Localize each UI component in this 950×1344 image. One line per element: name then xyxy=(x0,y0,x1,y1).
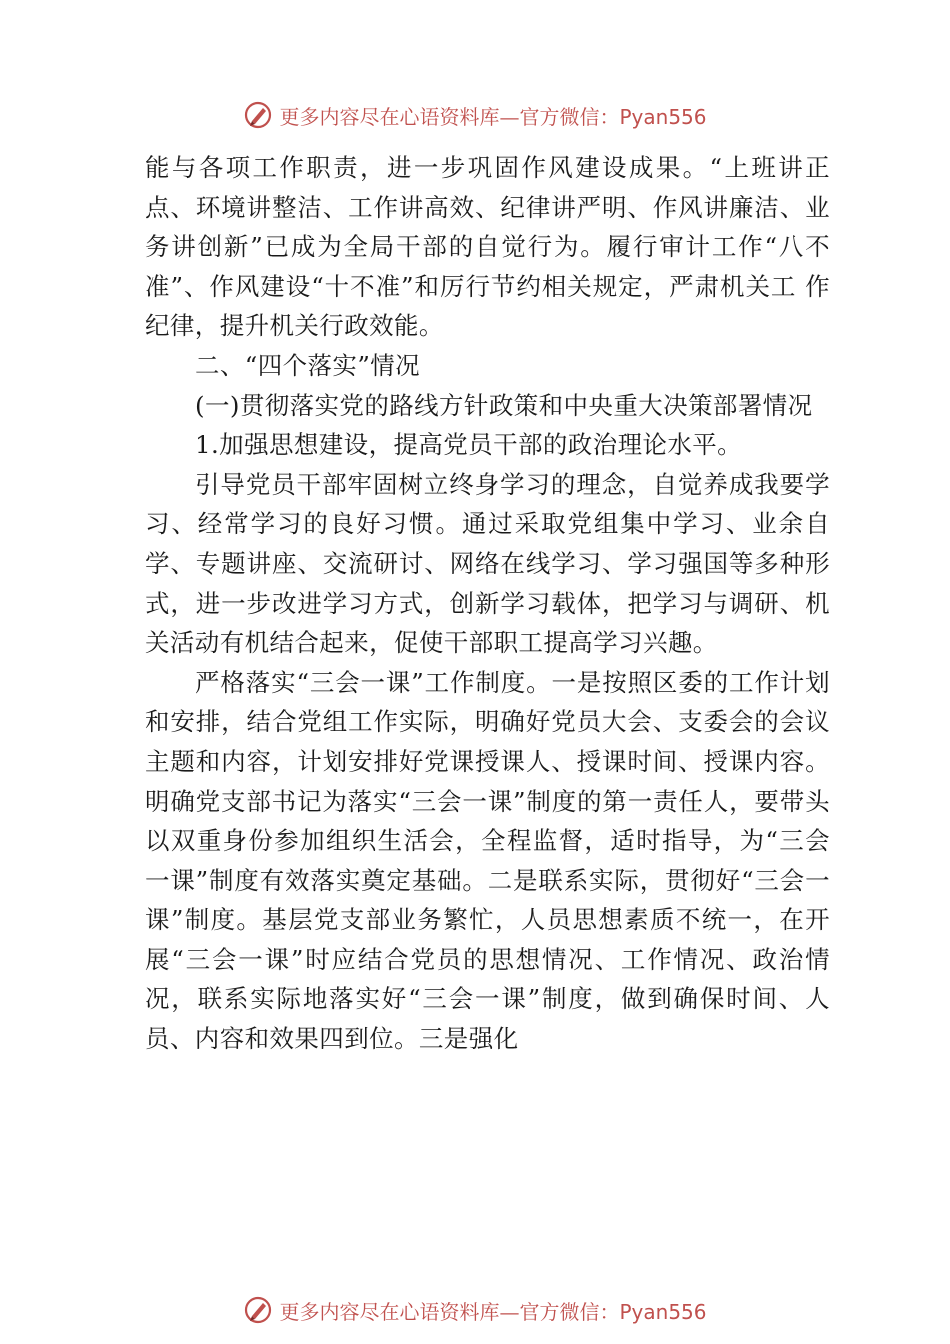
watermark-wechat-label: 官方微信： xyxy=(519,104,620,129)
item-heading: 1.加强思想建设，提高党员干部的政治理论水平。 xyxy=(195,430,743,460)
paragraph-study: 引导党员干部牢固树立终身学习的理念，自觉养成我要学习、经常学习的良好习惯。通过采取党组集中学习、业余自学、专题讲座、交流研讨、网络在线学习、学习强国等多种形式，进一步改进学习方式，创新学习载体，把学习与调研、机关活动有机结合起来，促使干部职工提高学习兴趣。 xyxy=(145,469,830,658)
watermark-wechat-id: Pyan556 xyxy=(619,1299,707,1324)
section-heading: 二、“四个落实”情况 xyxy=(195,350,421,380)
subsection-heading: (一)贯彻落实党的路线方针政策和中央重大决策部署情况 xyxy=(195,390,813,420)
watermark-main-text: 更多内容尽在心语资料库 xyxy=(279,104,500,129)
watermark-text xyxy=(279,101,706,130)
watermark-dash: — xyxy=(499,1299,520,1324)
watermark-wechat-id: Pyan556 xyxy=(619,104,707,129)
pen-logo-icon xyxy=(243,100,273,130)
header-watermark-banner xyxy=(0,95,950,135)
watermark-text xyxy=(279,1296,706,1325)
paragraph-three-meetings: 严格落实“三会一课”工作制度。一是按照区委的工作计划和安排，结合党组工作实际，明确好党员大会、支委会的会议主题和内容，计划安排好党课授课人、授课时间、授课内容。明确党支部书记为落实“三会一课”制度的第一责任人，要带头以双重身份参加组织生活会，全程监督，适时指导，为“三会一课”制度有效落实奠定基础。二是联系实际，贯彻好“三会一课”制度。基层党支部业务繁忙，人员思想素质不统一，在开展“三会一课”时应结合党员的思想情况、工作情况、政治情况，联系实际地落实好“三会一课”制度，做到确保时间、人员、内容和效果四到位。三是强化 xyxy=(145,667,830,1054)
watermark-dash: — xyxy=(499,104,520,129)
pen-logo-icon xyxy=(243,1295,273,1325)
watermark-wechat-label: 官方微信： xyxy=(519,1299,620,1324)
paragraph-continuation: 能与各项工作职责，进一步巩固作风建设成果。“上班讲正点、环境讲整洁、工作讲高效、纪律讲严明、作风讲廉洁、业务讲创新”已成为全局干部的自觉行为。履行审计工作“八不准”、作风建设“十不准”和厉行节约相关规定，严肃机关工 作纪律，提升机关行政效能。 xyxy=(145,153,830,341)
document-body xyxy=(145,148,830,1059)
watermark-main-text: 更多内容尽在心语资料库 xyxy=(279,1299,500,1324)
footer-watermark-banner xyxy=(0,1290,950,1330)
